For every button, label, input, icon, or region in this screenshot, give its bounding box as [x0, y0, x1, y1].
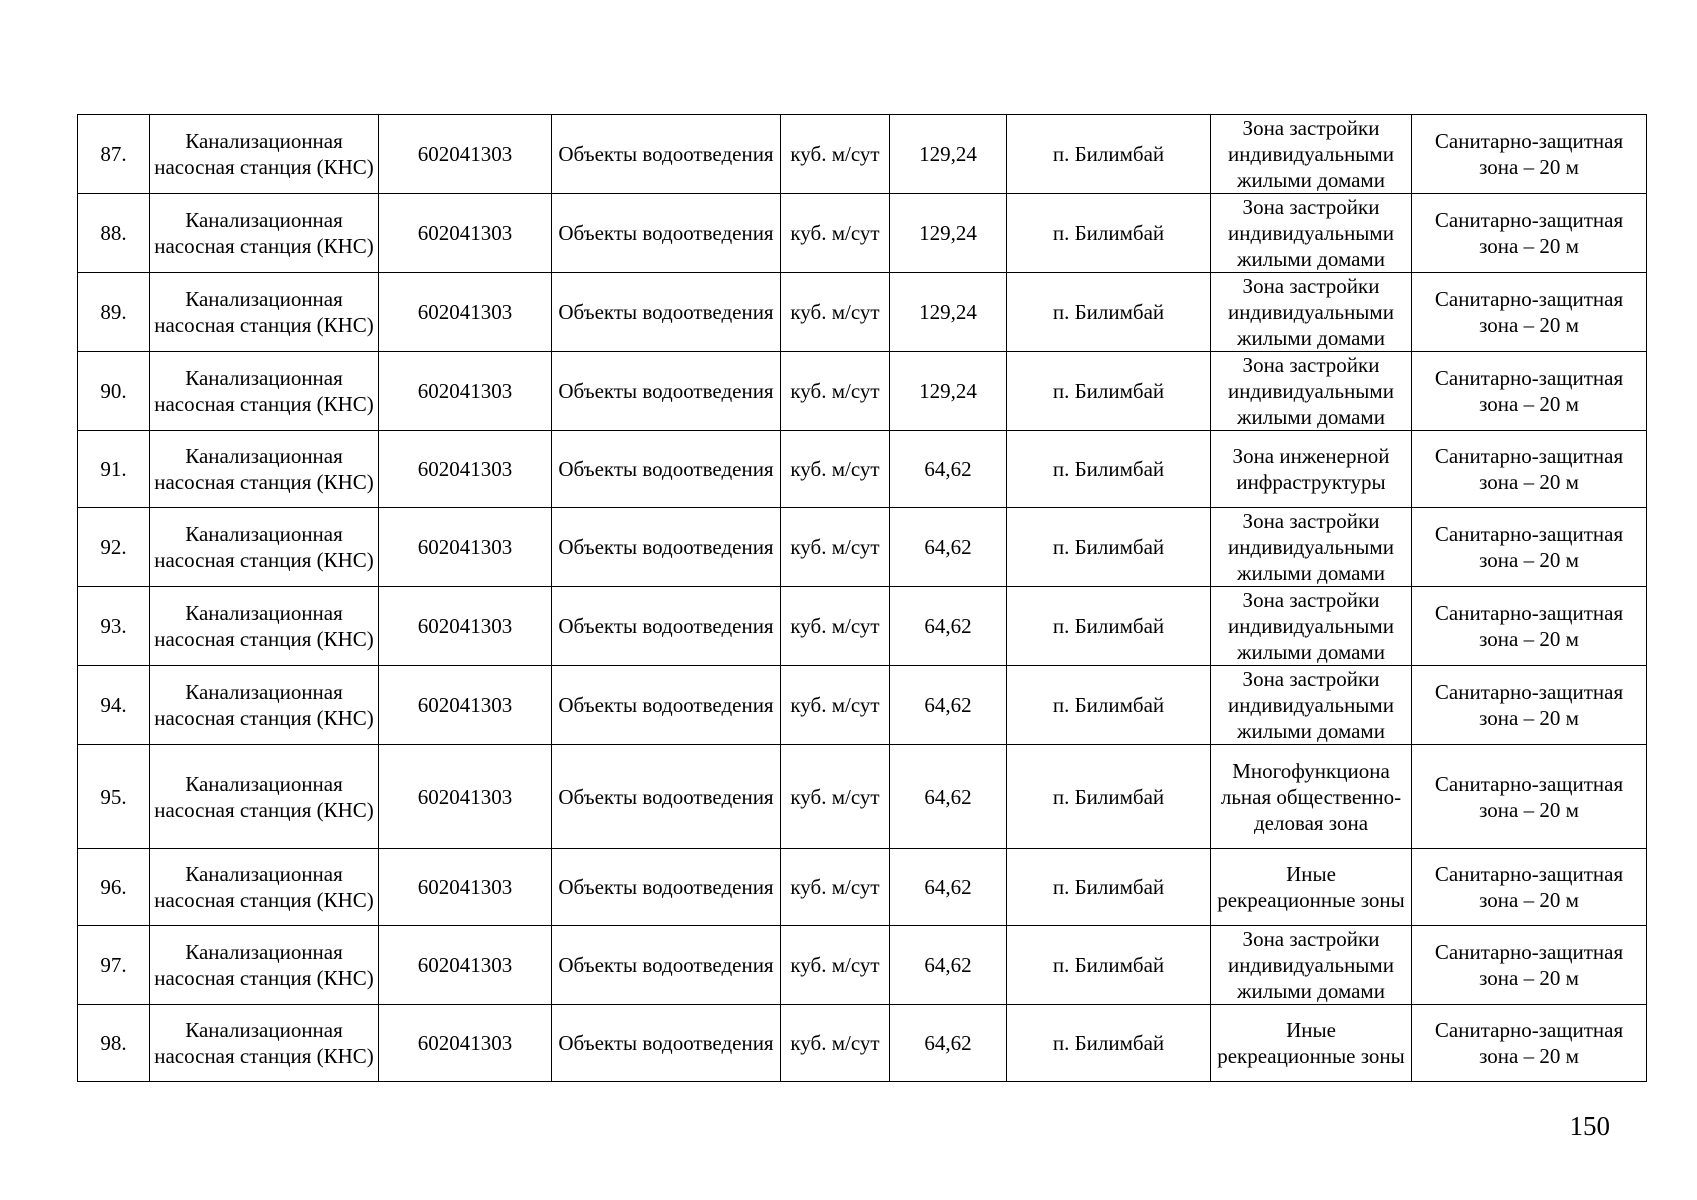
objects-table [77, 114, 1647, 1082]
zone-cell: Зона застройки индивидуальными жилыми домами [1211, 926, 1412, 1005]
table-row [78, 587, 1647, 666]
unit-cell: куб. м/сут [781, 194, 890, 273]
capacity-value-cell: 129,24 [890, 194, 1007, 273]
object-name-cell: Канализационная насосная станция (КНС) [150, 666, 379, 745]
restriction-cell: Санитарно-защитная зона – 20 м [1412, 666, 1647, 745]
object-name-cell: Канализационная насосная станция (КНС) [150, 194, 379, 273]
object-code-cell: 602041303 [379, 1005, 552, 1082]
location-cell: п. Билимбай [1007, 273, 1211, 352]
capacity-value-cell: 64,62 [890, 849, 1007, 926]
object-type-cell: Объекты водоотведения [552, 849, 781, 926]
table-row [78, 352, 1647, 431]
unit-cell: куб. м/сут [781, 352, 890, 431]
restriction-cell: Санитарно-защитная зона – 20 м [1412, 273, 1647, 352]
unit-cell: куб. м/сут [781, 745, 890, 849]
unit-cell: куб. м/сут [781, 1005, 890, 1082]
page-number: 150 [1569, 1111, 1610, 1141]
object-code-cell: 602041303 [379, 273, 552, 352]
row-number-cell: 87. [78, 115, 150, 194]
zone-cell: Зона застройки индивидуальными жилыми домами [1211, 194, 1412, 273]
unit-cell: куб. м/сут [781, 926, 890, 1005]
object-type-cell: Объекты водоотведения [552, 508, 781, 587]
row-number-cell: 88. [78, 194, 150, 273]
object-code-cell: 602041303 [379, 431, 552, 508]
table-row [78, 115, 1647, 194]
object-code-cell: 602041303 [379, 352, 552, 431]
capacity-value-cell: 64,62 [890, 926, 1007, 1005]
zone-cell: Зона застройки индивидуальными жилыми домами [1211, 666, 1412, 745]
restriction-cell: Санитарно-защитная зона – 20 м [1412, 926, 1647, 1005]
row-number-cell: 97. [78, 926, 150, 1005]
unit-cell: куб. м/сут [781, 508, 890, 587]
object-code-cell: 602041303 [379, 849, 552, 926]
table-row [78, 849, 1647, 926]
location-cell: п. Билимбай [1007, 745, 1211, 849]
unit-cell: куб. м/сут [781, 849, 890, 926]
location-cell: п. Билимбай [1007, 587, 1211, 666]
restriction-cell: Санитарно-защитная зона – 20 м [1412, 587, 1647, 666]
capacity-value-cell: 64,62 [890, 745, 1007, 849]
zone-cell: Зона застройки индивидуальными жилыми домами [1211, 587, 1412, 666]
row-number-cell: 91. [78, 431, 150, 508]
row-number-cell: 94. [78, 666, 150, 745]
unit-cell: куб. м/сут [781, 273, 890, 352]
row-number-cell: 92. [78, 508, 150, 587]
restriction-cell: Санитарно-защитная зона – 20 м [1412, 352, 1647, 431]
object-name-cell: Канализационная насосная станция (КНС) [150, 508, 379, 587]
object-name-cell: Канализационная насосная станция (КНС) [150, 352, 379, 431]
restriction-cell: Санитарно-защитная зона – 20 м [1412, 115, 1647, 194]
zone-cell: Иные рекреационные зоны [1211, 849, 1412, 926]
restriction-cell: Санитарно-защитная зона – 20 м [1412, 745, 1647, 849]
row-number-cell: 89. [78, 273, 150, 352]
zone-cell: Иные рекреационные зоны [1211, 1005, 1412, 1082]
zone-cell: Зона инженерной инфраструктуры [1211, 431, 1412, 508]
object-type-cell: Объекты водоотведения [552, 273, 781, 352]
object-code-cell: 602041303 [379, 666, 552, 745]
object-type-cell: Объекты водоотведения [552, 431, 781, 508]
capacity-value-cell: 129,24 [890, 115, 1007, 194]
object-name-cell: Канализационная насосная станция (КНС) [150, 849, 379, 926]
row-number-cell: 93. [78, 587, 150, 666]
unit-cell: куб. м/сут [781, 115, 890, 194]
restriction-cell: Санитарно-защитная зона – 20 м [1412, 849, 1647, 926]
table-row [78, 194, 1647, 273]
object-type-cell: Объекты водоотведения [552, 194, 781, 273]
location-cell: п. Билимбай [1007, 849, 1211, 926]
location-cell: п. Билимбай [1007, 431, 1211, 508]
object-name-cell: Канализационная насосная станция (КНС) [150, 745, 379, 849]
unit-cell: куб. м/сут [781, 587, 890, 666]
capacity-value-cell: 64,62 [890, 508, 1007, 587]
object-code-cell: 602041303 [379, 926, 552, 1005]
location-cell: п. Билимбай [1007, 352, 1211, 431]
location-cell: п. Билимбай [1007, 115, 1211, 194]
object-type-cell: Объекты водоотведения [552, 666, 781, 745]
restriction-cell: Санитарно-защитная зона – 20 м [1412, 194, 1647, 273]
object-type-cell: Объекты водоотведения [552, 352, 781, 431]
restriction-cell: Санитарно-защитная зона – 20 м [1412, 1005, 1647, 1082]
capacity-value-cell: 129,24 [890, 352, 1007, 431]
object-type-cell: Объекты водоотведения [552, 1005, 781, 1082]
object-code-cell: 602041303 [379, 587, 552, 666]
object-type-cell: Объекты водоотведения [552, 926, 781, 1005]
capacity-value-cell: 64,62 [890, 431, 1007, 508]
unit-cell: куб. м/сут [781, 431, 890, 508]
restriction-cell: Санитарно-защитная зона – 20 м [1412, 508, 1647, 587]
row-number-cell: 95. [78, 745, 150, 849]
table-row [78, 1005, 1647, 1082]
capacity-value-cell: 64,62 [890, 587, 1007, 666]
zone-cell: Зона застройки индивидуальными жилыми домами [1211, 115, 1412, 194]
object-type-cell: Объекты водоотведения [552, 587, 781, 666]
object-code-cell: 602041303 [379, 508, 552, 587]
table-row [78, 508, 1647, 587]
table-row [78, 431, 1647, 508]
location-cell: п. Билимбай [1007, 1005, 1211, 1082]
row-number-cell: 90. [78, 352, 150, 431]
object-code-cell: 602041303 [379, 194, 552, 273]
object-name-cell: Канализационная насосная станция (КНС) [150, 926, 379, 1005]
location-cell: п. Билимбай [1007, 926, 1211, 1005]
table-row [78, 273, 1647, 352]
object-code-cell: 602041303 [379, 115, 552, 194]
object-name-cell: Канализационная насосная станция (КНС) [150, 1005, 379, 1082]
object-name-cell: Канализационная насосная станция (КНС) [150, 587, 379, 666]
capacity-value-cell: 64,62 [890, 1005, 1007, 1082]
zone-cell: Зона застройки индивидуальными жилыми домами [1211, 508, 1412, 587]
table-row [78, 926, 1647, 1005]
zone-cell: Зона застройки индивидуальными жилыми домами [1211, 273, 1412, 352]
location-cell: п. Билимбай [1007, 508, 1211, 587]
location-cell: п. Билимбай [1007, 666, 1211, 745]
unit-cell: куб. м/сут [781, 666, 890, 745]
object-type-cell: Объекты водоотведения [552, 115, 781, 194]
object-name-cell: Канализационная насосная станция (КНС) [150, 431, 379, 508]
restriction-cell: Санитарно-защитная зона – 20 м [1412, 431, 1647, 508]
row-number-cell: 98. [78, 1005, 150, 1082]
location-cell: п. Билимбай [1007, 194, 1211, 273]
object-type-cell: Объекты водоотведения [552, 745, 781, 849]
capacity-value-cell: 64,62 [890, 666, 1007, 745]
table-row [78, 666, 1647, 745]
object-name-cell: Канализационная насосная станция (КНС) [150, 115, 379, 194]
object-code-cell: 602041303 [379, 745, 552, 849]
row-number-cell: 96. [78, 849, 150, 926]
table-row [78, 745, 1647, 849]
object-name-cell: Канализационная насосная станция (КНС) [150, 273, 379, 352]
zone-cell: Зона застройки индивидуальными жилыми домами [1211, 352, 1412, 431]
capacity-value-cell: 129,24 [890, 273, 1007, 352]
zone-cell: Многофункциона льная общественно-деловая зона [1211, 745, 1412, 849]
